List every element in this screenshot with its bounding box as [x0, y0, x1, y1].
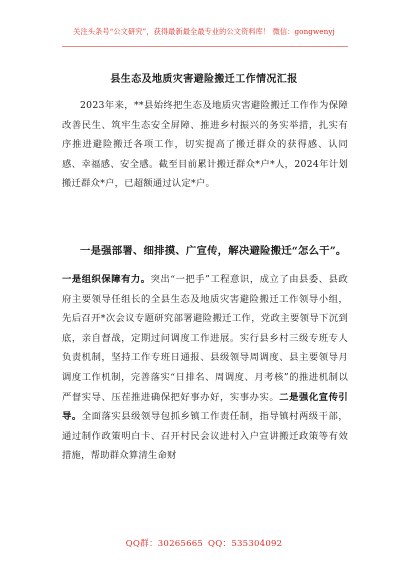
- point1-paragraph: [62, 270, 348, 466]
- document-title: 县生态及地质灾害避险搬迁工作情况汇报: [110, 74, 298, 85]
- point2-lead: 二是强化宣传引导。: [62, 391, 348, 423]
- point1-lead: 一是组织保障有力。: [62, 274, 151, 285]
- section-heading: 一是强部署、细排摸、广宣传，解决避险搬迁“怎么干”。: [80, 245, 347, 257]
- header-divider: [62, 46, 348, 47]
- intro-paragraph: 2023年来，**县始终把生态及地质灾害避险搬迁工作作为保障改善民生、筑牢生态安全屏障、推进乡村振兴的务实举措，扎实有序推进避险搬迁各项工作，切实提高了搬迁群众的获得感、认同感、幸福感、安全感。截至目前累计搬迁群众*户*人，2024年计划搬迁群众*户，已超额通过认定*户。: [62, 100, 348, 190]
- footer-contact: [0, 537, 408, 549]
- footer-qq-group: QQ群：30265665: [125, 539, 204, 549]
- top-banner: 关注头条号“公文研究”，获得最新最全最专业的公文资料库！ 微信：gongwenyj: [73, 27, 335, 36]
- footer-qq: QQ：535304092: [208, 539, 283, 549]
- point2-text: 全面落实县级领导包抓乡镇工作责任制，指导镇村两级干部，通过制作政策明白卡、召开村民会议进村入户宣讲搬迁政策等有效措施，帮助群众算清生命财: [62, 411, 348, 462]
- point1-text: 突出“一把手”工程意识，成立了由县委、县政府主要领导任组长的全县生态及地质灾害避险搬迁工作领导小组，先后召开*次会议专题研究部署避险搬迁工作，党政主要领导下沉到底，亲自督战，定期过问调度工作进展。实行县乡村三级专班专人负责机制，坚持工作专班日通报、县级领导周调度、县主要领导月调度工作机制，完善落实“日排名、周调度、月考核”的推进机制以严督实导、压茬推进确保把好事办好，实事办实。: [62, 274, 348, 403]
